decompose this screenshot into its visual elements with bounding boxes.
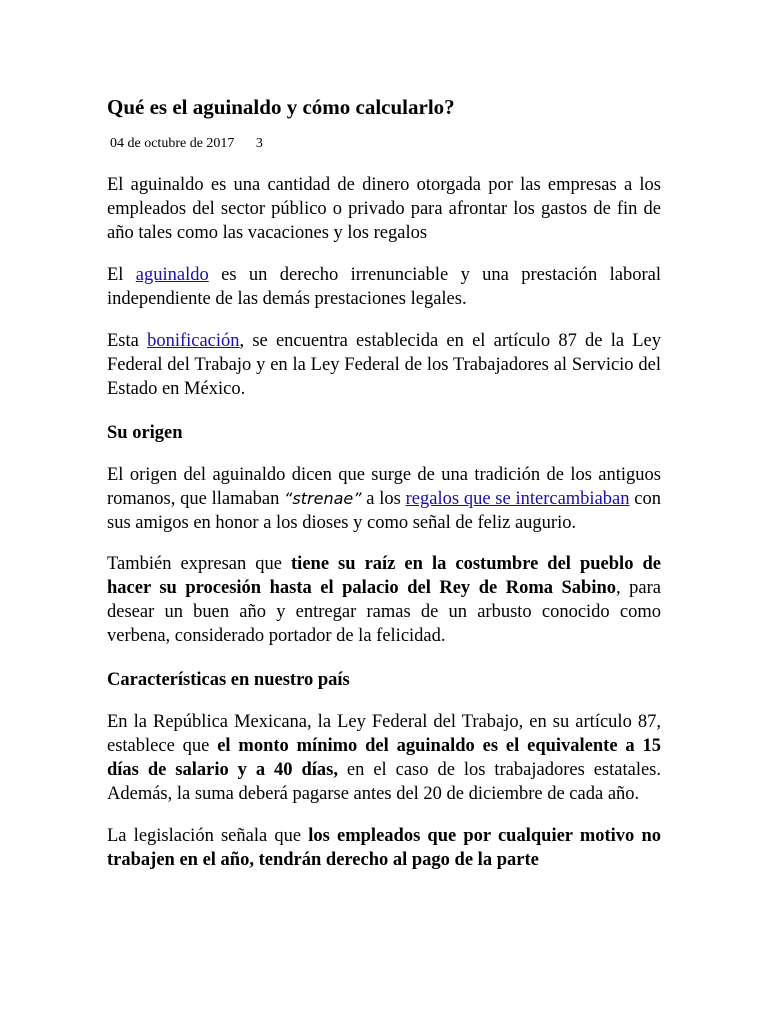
text-segment: con sus amigos en honor a los dioses y como señal de feliz augurio.	[107, 489, 661, 533]
text-segment: , para desear un buen año y entregar ramas de un arbusto conocido como verbena, considerado portador de la felicidad.	[107, 578, 661, 646]
article-meta	[110, 135, 661, 153]
publish-date: 04 de octubre de 2017	[110, 136, 235, 151]
bold-segment: tiene su raíz en la costumbre del pueblo de hacer su procesión hasta el palacio del Rey de Roma Sabino	[107, 554, 661, 598]
paragraph-mexico	[107, 710, 661, 806]
text-segment: También expresan que	[107, 554, 292, 574]
paragraph-legislation	[107, 824, 661, 872]
text-segment: , se encuentra establecida en el artículo 87 de la Ley Federal del Trabajo y en la Ley Federal de los Trabajadores al Servicio del Estado en México.	[107, 331, 662, 399]
text-segment: En la República Mexicana, la Ley Federal del Trabajo, en su artículo 87, establece que	[107, 712, 661, 756]
bold-segment: los empleados que por cualquier motivo no trabajen en el año, tendrán derecho al pago de la parte	[107, 826, 661, 870]
heading-characteristics: Características en nuestro país	[107, 670, 350, 690]
paragraph-law	[107, 329, 661, 401]
article-title: Qué es el aguinaldo y cómo calcularlo?	[107, 95, 455, 119]
aguinaldo-link[interactable]: aguinaldo	[135, 265, 209, 285]
regalos-link[interactable]: regalos que se intercambiaban	[405, 489, 630, 509]
strenae-quote: “strenae”	[284, 489, 362, 508]
text-segment: La legislación señala que	[107, 826, 309, 846]
heading-origin: Su origen	[107, 423, 183, 443]
text-segment: en el caso de los trabajadores estatales. Además, la suma deberá pagarse antes del 20 de diciembre de cada año.	[107, 760, 661, 804]
paragraph-right	[107, 263, 661, 311]
text-segment: Esta	[107, 331, 148, 351]
paragraph-tradition	[107, 552, 661, 648]
text-segment: a los	[361, 489, 406, 509]
text-segment: El origen del aguinaldo dicen que surge de una tradición de los antiguos romanos, que llamaban	[107, 465, 661, 509]
paragraph-origin	[107, 463, 661, 535]
comment-count: 3	[255, 136, 263, 151]
paragraph-definition: El aguinaldo es una cantidad de dinero otorgada por las empresas a los empleados del sector público o privado para afrontar los gastos de fin de año tales como las vacaciones y los regalos	[107, 175, 661, 243]
text-segment: El	[107, 265, 136, 285]
bold-segment: el monto mínimo del aguinaldo es el equivalente a 15 días de salario y a 40 días,	[107, 736, 662, 780]
article-body	[107, 93, 661, 872]
bonificacion-link[interactable]: bonificación	[147, 331, 240, 351]
text-segment: es un derecho irrenunciable y una prestación laboral independiente de las demás prestaciones legales.	[107, 265, 661, 309]
